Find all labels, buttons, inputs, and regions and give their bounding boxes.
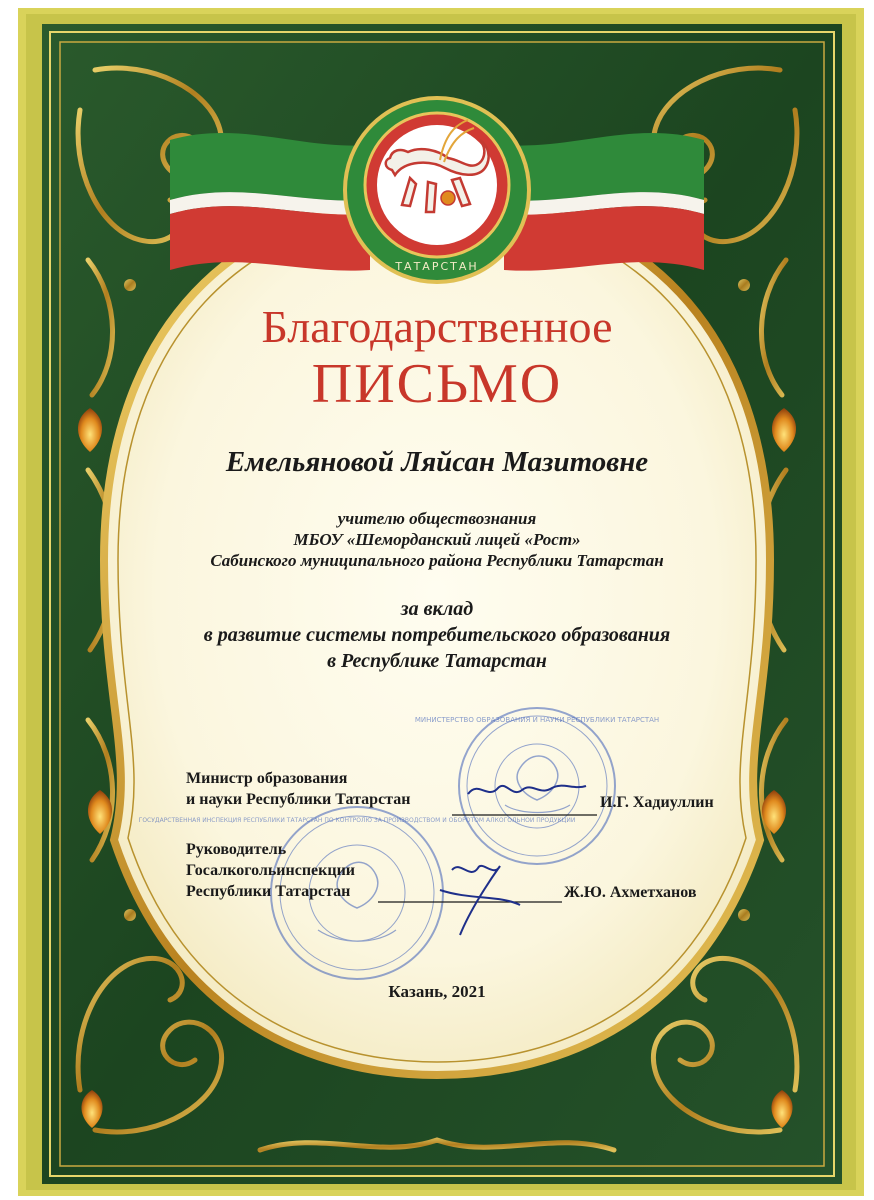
position-line1: учителю обществознания	[337, 509, 537, 528]
reason-line3: в Республике Татарстан	[327, 650, 547, 672]
head-title-line1: Руководитель	[186, 841, 287, 858]
head-title-line3: Республики Татарстан	[186, 883, 351, 900]
reason-line1: за вклад	[400, 598, 474, 620]
reason-line2: в развитие системы потребительского образования	[203, 624, 671, 646]
recipient-name: Емельяновой Ляйсан Мазитовне	[225, 446, 649, 478]
city-year: Казань, 2021	[388, 982, 486, 1001]
minister-name: И.Г. Хадиуллин	[600, 794, 714, 811]
inspection-stamp-text: ГОСУДАРСТВЕННАЯ ИНСПЕКЦИЯ РЕСПУБЛИКИ ТАТАРСТАН ПО КОНТРОЛЮ ЗА ПРОИЗВОДСТВОМ И ОБОРОТОМ АЛКОГОЛЬНОЙ ПРОДУКЦИИ	[138, 817, 576, 824]
title-line1: Благодарственное	[261, 301, 613, 352]
minister-title-line1: Министр образования	[186, 770, 348, 787]
head-title-line2: Госалкогольинспекции	[186, 862, 356, 879]
minister-title-line2: и науки Республики Татарстан	[186, 791, 411, 808]
emblem-ring-text: ТАТАРСТАН	[395, 260, 479, 273]
position-line2: МБОУ «Шеморданский лицей «Рост»	[293, 530, 581, 549]
title-line2: ПИСЬМО	[311, 353, 563, 415]
head-name: Ж.Ю. Ахметханов	[564, 884, 697, 901]
ministry-stamp-text: МИНИСТЕРСТВО ОБРАЗОВАНИЯ И НАУКИ РЕСПУБЛИКИ ТАТАРСТАН	[414, 716, 660, 724]
position-line3: Сабинского муниципального района Республики Татарстан	[210, 551, 664, 570]
